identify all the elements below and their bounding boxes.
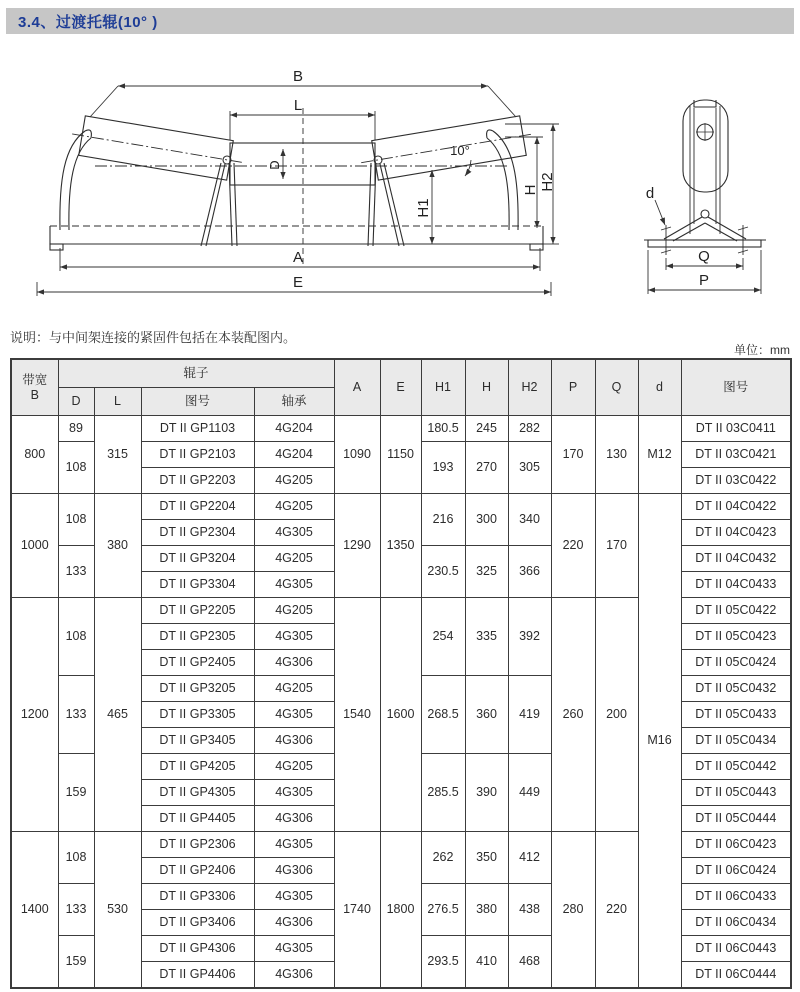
- col-header-h1: H1: [421, 359, 465, 416]
- col-header-roller: 辊子: [58, 359, 334, 388]
- cell-bearing: 4G306: [254, 650, 334, 676]
- cell-roller-figure: DT II GP4405: [141, 806, 254, 832]
- cell-figure: DT II 06C0444: [681, 962, 791, 989]
- col-header-e: E: [380, 359, 421, 416]
- col-header-h: H: [465, 359, 508, 416]
- cell-e: 1350: [380, 494, 421, 598]
- section-title-bar: [6, 8, 794, 34]
- dim-label-b: B: [292, 68, 304, 85]
- cell-q: 130: [595, 416, 638, 494]
- cell-q: 200: [595, 598, 638, 832]
- cell-p: 280: [551, 832, 595, 989]
- cell-h2: 412: [508, 832, 551, 884]
- cell-e: 1150: [380, 416, 421, 494]
- cell-roller-figure: DT II GP4305: [141, 780, 254, 806]
- cell-h2: 468: [508, 936, 551, 989]
- cell-roller-figure: DT II GP2304: [141, 520, 254, 546]
- cell-figure: DT II 06C0424: [681, 858, 791, 884]
- col-header-figure: 图号: [681, 359, 791, 416]
- col-header-bearing: 轴承: [254, 388, 334, 416]
- cell-h: 300: [465, 494, 508, 546]
- cell-roller-figure: DT II GP4406: [141, 962, 254, 989]
- cell-bearing: 4G205: [254, 468, 334, 494]
- cell-roller-figure: DT II GP1103: [141, 416, 254, 442]
- cell-figure: DT II 04C0432: [681, 546, 791, 572]
- cell-roller-figure: DT II GP3406: [141, 910, 254, 936]
- cell-a: 1290: [334, 494, 380, 598]
- cell-h: 245: [465, 416, 508, 442]
- cell-bearing: 4G306: [254, 858, 334, 884]
- cell-roller-figure: DT II GP2306: [141, 832, 254, 858]
- cell-bandwidth: 1000: [11, 494, 58, 598]
- cell-roller-figure: DT II GP3405: [141, 728, 254, 754]
- cell-bearing: 4G305: [254, 780, 334, 806]
- cell-figure: DT II 06C0443: [681, 936, 791, 962]
- cell-roller-figure: DT II GP2103: [141, 442, 254, 468]
- cell-figure: DT II 03C0422: [681, 468, 791, 494]
- cell-h1: 285.5: [421, 754, 465, 832]
- cell-length: 315: [94, 416, 141, 494]
- col-header-bolt: d: [638, 359, 681, 416]
- cell-h2: 282: [508, 416, 551, 442]
- dim-label-l: L: [293, 97, 303, 114]
- cell-h: 390: [465, 754, 508, 832]
- cell-bearing: 4G306: [254, 728, 334, 754]
- cell-figure: DT II 05C0424: [681, 650, 791, 676]
- cell-h: 350: [465, 832, 508, 884]
- page-title: 3.4、过渡托辊(10° ): [18, 13, 158, 31]
- cell-h2: 340: [508, 494, 551, 546]
- cell-roller-figure: DT II GP2305: [141, 624, 254, 650]
- col-header-l: L: [94, 388, 141, 416]
- cell-diameter: 108: [58, 598, 94, 676]
- cell-roller-figure: DT II GP3205: [141, 676, 254, 702]
- dim-label-d: D: [267, 160, 282, 170]
- cell-e: 1800: [380, 832, 421, 989]
- cell-roller-figure: DT II GP3204: [141, 546, 254, 572]
- cell-diameter: 133: [58, 676, 94, 754]
- cell-figure: DT II 04C0422: [681, 494, 791, 520]
- cell-h1: 276.5: [421, 884, 465, 936]
- dim-label-a: A: [292, 249, 304, 266]
- cell-h1: 216: [421, 494, 465, 546]
- cell-roller-figure: DT II GP4306: [141, 936, 254, 962]
- cell-h1: 254: [421, 598, 465, 676]
- cell-roller-figure: DT II GP3304: [141, 572, 254, 598]
- cell-bearing: 4G306: [254, 806, 334, 832]
- table-row: [11, 494, 791, 520]
- dim-label-h1: H1: [415, 198, 432, 218]
- cell-figure: DT II 05C0432: [681, 676, 791, 702]
- cell-diameter: 108: [58, 832, 94, 884]
- col-header-a: A: [334, 359, 380, 416]
- cell-roller-figure: DT II GP2205: [141, 598, 254, 624]
- cell-p: 170: [551, 416, 595, 494]
- cell-e: 1600: [380, 598, 421, 832]
- dim-label-h2: H2: [539, 172, 556, 192]
- cell-roller-figure: DT II GP2204: [141, 494, 254, 520]
- idler-front-view-drawing: [35, 60, 620, 308]
- cell-figure: DT II 05C0444: [681, 806, 791, 832]
- cell-bearing: 4G306: [254, 962, 334, 989]
- unit-label: 单位：mm: [734, 343, 790, 357]
- cell-figure: DT II 05C0433: [681, 702, 791, 728]
- cell-bearing: 4G305: [254, 936, 334, 962]
- assembly-note: 说明：与中间架连接的紧固件包括在本装配图内。: [10, 330, 297, 345]
- cell-figure: DT II 06C0434: [681, 910, 791, 936]
- cell-bearing: 4G305: [254, 520, 334, 546]
- cell-diameter: 159: [58, 936, 94, 989]
- col-header-roller-figure: 图号: [141, 388, 254, 416]
- dim-label-bolt-d: d: [645, 185, 655, 202]
- cell-h: 410: [465, 936, 508, 989]
- cell-q: 220: [595, 832, 638, 989]
- cell-diameter: 89: [58, 416, 94, 442]
- cell-bearing: 4G305: [254, 832, 334, 858]
- bandwidth-label-b: B: [30, 387, 39, 402]
- cell-h2: 392: [508, 598, 551, 676]
- cell-roller-figure: DT II GP2203: [141, 468, 254, 494]
- cell-p: 220: [551, 494, 595, 598]
- cell-h1: 268.5: [421, 676, 465, 754]
- cell-roller-figure: DT II GP2406: [141, 858, 254, 884]
- cell-a: 1540: [334, 598, 380, 832]
- cell-h2: 305: [508, 442, 551, 494]
- cell-a: 1090: [334, 416, 380, 494]
- col-header-p: P: [551, 359, 595, 416]
- cell-bearing: 4G306: [254, 910, 334, 936]
- cell-bearing: 4G204: [254, 416, 334, 442]
- dim-label-angle: 10°: [450, 143, 470, 158]
- cell-figure: DT II 03C0421: [681, 442, 791, 468]
- cell-figure: DT II 05C0442: [681, 754, 791, 780]
- cell-diameter: 133: [58, 546, 94, 598]
- cell-q: 170: [595, 494, 638, 598]
- cell-bandwidth: 1200: [11, 598, 58, 832]
- cell-figure: DT II 06C0433: [681, 884, 791, 910]
- cell-bearing: 4G205: [254, 754, 334, 780]
- cell-bearing: 4G205: [254, 546, 334, 572]
- cell-bearing: 4G305: [254, 884, 334, 910]
- cell-length: 380: [94, 494, 141, 598]
- cell-bearing: 4G305: [254, 572, 334, 598]
- cell-roller-figure: DT II GP2405: [141, 650, 254, 676]
- cell-bearing: 4G305: [254, 702, 334, 728]
- cell-h: 325: [465, 546, 508, 598]
- cell-bandwidth: 800: [11, 416, 58, 494]
- cell-h1: 180.5: [421, 416, 465, 442]
- table-row: [11, 416, 791, 442]
- cell-h: 270: [465, 442, 508, 494]
- cell-bearing: 4G205: [254, 676, 334, 702]
- dim-label-p: P: [698, 272, 710, 289]
- cell-length: 465: [94, 598, 141, 832]
- cell-figure: DT II 05C0422: [681, 598, 791, 624]
- cell-h1: 193: [421, 442, 465, 494]
- cell-figure: DT II 05C0443: [681, 780, 791, 806]
- cell-bearing: 4G305: [254, 624, 334, 650]
- cell-h2: 438: [508, 884, 551, 936]
- cell-bandwidth: 1400: [11, 832, 58, 989]
- dim-label-e: E: [292, 274, 304, 291]
- dim-label-q: Q: [698, 248, 710, 265]
- cell-roller-figure: DT II GP3305: [141, 702, 254, 728]
- dim-label-h: H: [522, 184, 539, 196]
- cell-diameter: 159: [58, 754, 94, 832]
- idler-side-view-drawing: [628, 92, 792, 310]
- cell-figure: DT II 05C0423: [681, 624, 791, 650]
- cell-h2: 449: [508, 754, 551, 832]
- cell-bolt: M16: [638, 494, 681, 989]
- cell-h1: 230.5: [421, 546, 465, 598]
- cell-diameter: 108: [58, 442, 94, 494]
- bandwidth-label-cn: 带宽: [22, 373, 48, 388]
- cell-figure: DT II 06C0423: [681, 832, 791, 858]
- cell-diameter: 108: [58, 494, 94, 546]
- col-header-d: D: [58, 388, 94, 416]
- cell-roller-figure: DT II GP3306: [141, 884, 254, 910]
- cell-length: 530: [94, 832, 141, 989]
- cell-p: 260: [551, 598, 595, 832]
- col-header-bandwidth: [11, 359, 58, 416]
- cell-h2: 419: [508, 676, 551, 754]
- spec-table: [10, 358, 792, 989]
- cell-h: 335: [465, 598, 508, 676]
- cell-bearing: 4G205: [254, 494, 334, 520]
- cell-a: 1740: [334, 832, 380, 989]
- cell-figure: DT II 05C0434: [681, 728, 791, 754]
- cell-h: 360: [465, 676, 508, 754]
- cell-h2: 366: [508, 546, 551, 598]
- cell-h1: 293.5: [421, 936, 465, 989]
- header-row-1: [11, 359, 791, 388]
- cell-figure: DT II 03C0411: [681, 416, 791, 442]
- cell-h1: 262: [421, 832, 465, 884]
- cell-bolt: M12: [638, 416, 681, 494]
- cell-roller-figure: DT II GP4205: [141, 754, 254, 780]
- cell-diameter: 133: [58, 884, 94, 936]
- cell-figure: DT II 04C0423: [681, 520, 791, 546]
- cell-bearing: 4G205: [254, 598, 334, 624]
- cell-h: 380: [465, 884, 508, 936]
- col-header-h2: H2: [508, 359, 551, 416]
- col-header-q: Q: [595, 359, 638, 416]
- cell-figure: DT II 04C0433: [681, 572, 791, 598]
- cell-bearing: 4G204: [254, 442, 334, 468]
